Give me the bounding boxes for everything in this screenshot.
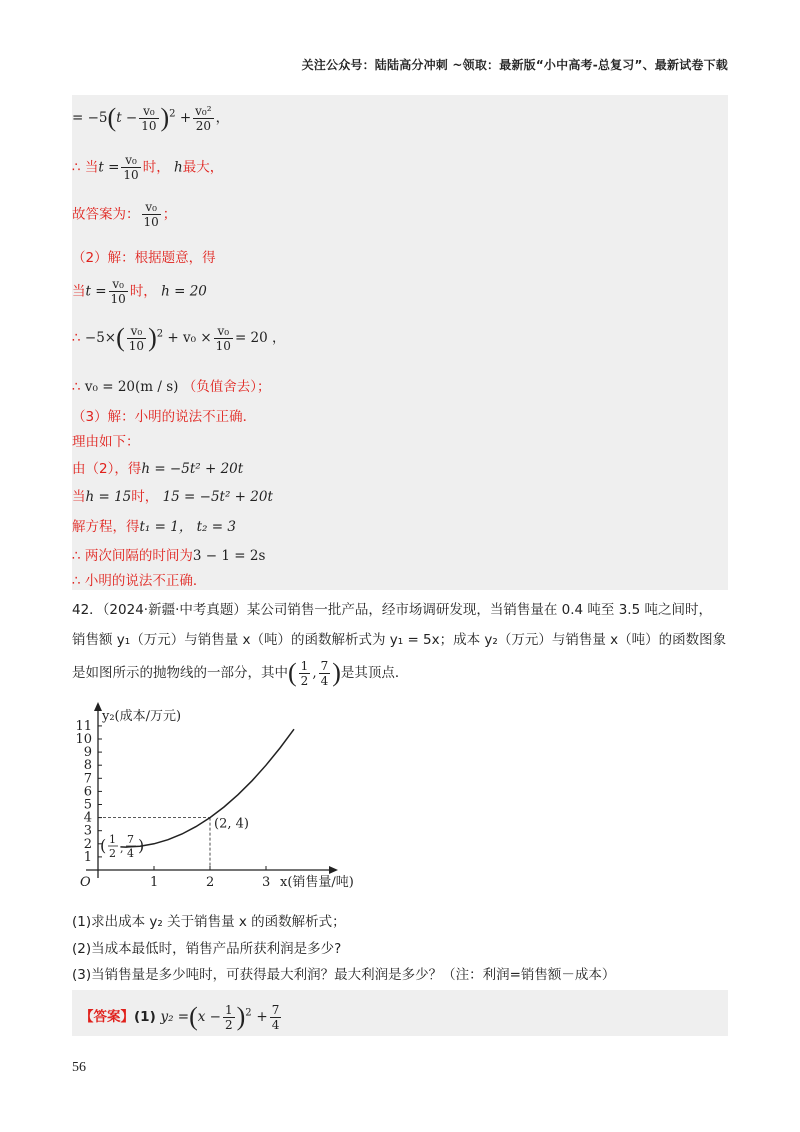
fraction-numerator: 1	[109, 833, 116, 846]
solution-text: ∴ 两次间隔的时间为	[72, 548, 193, 564]
solution-line: ∴ 小明的说法不正确．	[72, 573, 207, 589]
solution-box	[72, 95, 728, 590]
y-tick-label: 7	[83, 771, 92, 787]
solution-line	[72, 375, 270, 395]
math-expr: t =	[85, 283, 107, 300]
solution-text: 最大，	[182, 159, 224, 176]
point-label-2-4: (2, 4)	[214, 816, 249, 832]
math-expr: +	[256, 1009, 268, 1025]
solution-text: （负值舍去）；	[182, 379, 271, 395]
solution-line	[72, 544, 265, 564]
fraction-numerator: 7	[127, 833, 134, 846]
answer-label: 【答案】	[80, 1009, 134, 1025]
y-tick-label: 10	[75, 732, 92, 747]
math-expr: t =	[98, 159, 120, 176]
chart-ticks	[75, 719, 270, 890]
fraction: $\frac{\text{v₀}}{10}$	[215, 323, 231, 353]
math-expr: x −	[197, 1009, 221, 1025]
solution-text: 当	[72, 489, 86, 505]
solution-text: 故答案为：	[72, 206, 140, 223]
math-expr: 15 = −5t² + 20t	[162, 489, 273, 505]
fraction: $\frac{1}{2}$	[300, 658, 309, 688]
math-expr: h = 15	[85, 489, 132, 505]
fraction: $\frac{\text{v₀}}{10}$	[143, 200, 159, 229]
y-tick-label: 11	[75, 718, 92, 734]
question-text: 销售额 y₁（万元）与销售量 x（吨）的函数解析式为 y₁ = 5x；成本 y₂（万元）与销售量 x（吨）的函数图象	[72, 632, 727, 648]
origin-label: O	[80, 875, 91, 890]
solution-line: ∴ −5×( $\frac{\text{v₀}}{10}$ )$^2$ + v₀ × $\frac{\text{v₀}}{10}$ = 20 ，	[72, 323, 286, 353]
solution-text: ∴ 当	[72, 159, 99, 176]
fraction: $\frac{1}{2}$	[224, 1002, 233, 1032]
solution-line: （2）解：根据题意，得	[72, 250, 216, 266]
y-tick-label: 1	[83, 849, 92, 865]
fraction-denominator: 2	[109, 847, 116, 860]
answer-text: (1)	[134, 1009, 156, 1025]
x-tick-label: 1	[150, 875, 159, 890]
math-expr: = −5	[72, 110, 108, 126]
x-axis-label: x(销售量/吨)	[280, 875, 354, 890]
solution-line	[72, 485, 273, 505]
y-tick-label: 8	[83, 758, 92, 774]
paren-open: (	[100, 836, 107, 855]
math-expr: t −	[116, 110, 138, 126]
solution-text: 由（2），得	[72, 461, 142, 477]
x-axis-arrow	[329, 866, 338, 874]
y-tick-label: 6	[83, 784, 92, 800]
solution-line	[72, 457, 243, 477]
y-tick-label: 9	[83, 745, 92, 761]
answer-box	[72, 990, 728, 1036]
math-expr: t₁ = 1， t₂ = 3	[139, 519, 236, 535]
x-tick-label: 3	[262, 875, 271, 890]
fraction: $\frac{\text{v₀}}{10}$	[110, 277, 126, 306]
solution-line	[72, 515, 236, 535]
solution-text: 时，	[129, 283, 157, 300]
solution-text: 时，	[131, 489, 159, 505]
math-expr: +	[179, 110, 192, 126]
fraction: $\frac{\text{v₀}}{10}$	[141, 103, 157, 133]
sub-question-3: (3)当销售量是多少吨时，可获得最大利润？最大利润是多少？（注：利润=销售额－成本）	[72, 967, 616, 983]
y-tick-label: 4	[83, 810, 92, 826]
solution-text: ∴	[72, 379, 81, 395]
fraction: $\frac{7}{4}$	[320, 658, 329, 688]
solution-line	[72, 153, 223, 182]
math-expr: = 20 ，	[234, 330, 286, 346]
solution-line: = −5(t − $\frac{\text{v₀}}{10}$ )$^2$ + $\frac{\text{v₀²}}{20}$ ，	[72, 103, 230, 133]
math-expr: h	[174, 159, 183, 176]
x-tick-label: 2	[206, 875, 215, 890]
solution-line	[72, 200, 176, 229]
solution-line	[72, 277, 207, 306]
math-expr: h = 20	[161, 283, 207, 300]
vertex-label	[100, 833, 144, 860]
solution-line: （3）解：小明的说法不正确．	[72, 409, 257, 425]
cost-chart	[60, 700, 400, 900]
solution-text: ；	[162, 206, 177, 223]
solution-text: 时，	[142, 159, 170, 176]
math-expr: ，	[215, 110, 230, 126]
question-text: 是如图所示的抛物线的一部分，其中( $\frac{1}{2}$ , $\frac{7}{4}$ )是其顶点．	[72, 658, 409, 688]
solution-text: ∴	[72, 330, 81, 346]
fraction: $\frac{\text{v₀}}{10}$	[123, 153, 139, 182]
fraction: $\frac{\text{v₀}}{10}$	[128, 323, 145, 353]
math-expr: h = −5t² + 20t	[141, 461, 244, 477]
solution-line: 理由如下：	[72, 434, 140, 450]
question-text-part: 是如图所示的抛物线的一部分，其中	[72, 665, 288, 681]
y-axis-arrow	[94, 702, 102, 711]
answer-line: 【答案】(1) y₂ =(x − $\frac{1}{2}$ )$^2$ + $\frac{7}{4}$	[80, 1002, 280, 1032]
math-expr: + v₀ ×	[167, 330, 212, 346]
page-number: 56	[72, 1060, 86, 1075]
math-expr: 3 − 1 = 2s	[192, 548, 266, 564]
parabola-curve	[120, 729, 294, 847]
math-expr: −5×	[84, 330, 117, 346]
y-tick-label: 2	[83, 836, 92, 852]
math-expr: v₀ = 20(m / s)	[84, 379, 179, 395]
y-tick-label: 5	[83, 797, 92, 813]
solution-text: 当	[72, 283, 86, 300]
fraction: $\frac{7}{4}$	[271, 1002, 280, 1032]
question-text-part: 是其顶点．	[340, 665, 409, 681]
sub-question-1: (1)求出成本 y₂ 关于销售量 x 的函数解析式；	[72, 914, 346, 930]
y-axis-label: y₂(成本/万元)	[102, 709, 182, 724]
math-expr: y₂ =	[160, 1009, 190, 1025]
comma: ,	[120, 842, 124, 855]
question-text: 42．（2024·新疆·中考真题）某公司销售一批产品，经市场调研发现，当销售量在 0.4 吨至 3.5 吨之间时，	[72, 602, 712, 618]
fraction: $\frac{\text{v₀²}}{20}$	[195, 103, 212, 133]
y-tick-label: 3	[83, 823, 92, 839]
fraction-denominator: 4	[127, 847, 134, 860]
paren-close: )	[138, 836, 145, 855]
page-header: 关注公众号：陆陆高分冲刺 ~领取：最新版“小中高考-总复习”、最新试卷下载	[301, 58, 728, 72]
sub-question-2: (2)当成本最低时，销售产品所获利润是多少?	[72, 941, 342, 957]
exponent: 2	[245, 1007, 252, 1019]
solution-text: 解方程，得	[72, 519, 140, 535]
